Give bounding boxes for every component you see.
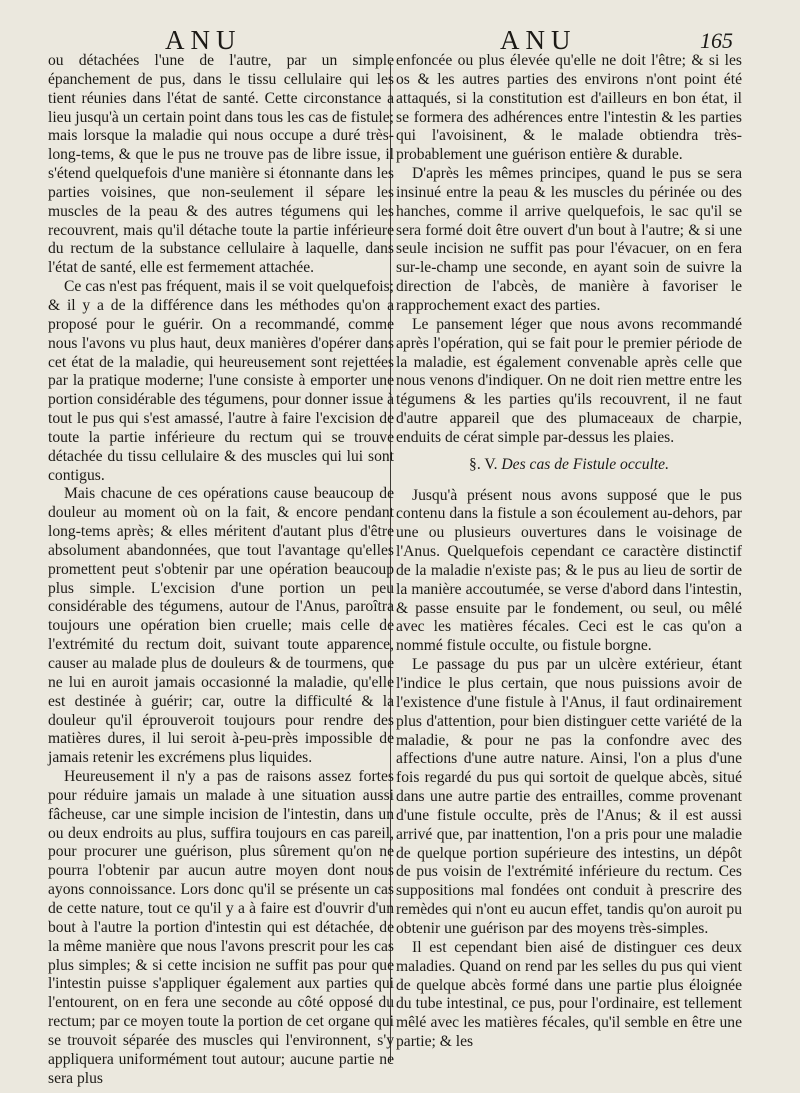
section-number: §. V. bbox=[469, 455, 498, 473]
paragraph: Le passage du pus par un ulcère extérieur, étant l'indice le plus certain, que nous puissions avoir de l'existence d'une fistule à l'Anus, il faut ordinairement plus d'attention, pour bien distinguer cette variété de la maladie, & pour ne pas la confondre avec des affections d'une autre nature. Ainsi, l'on a plus d'une fois regardé du pus qui sortoit de quelque abcès, situé dans une autre partie des entrailles, comme provenant d'une fistule occulte, près de l'Anus; & il est aussi arrivé que, par inattention, l'on a pris pour une maladie de quelque portion supérieure des intestins, un dépôt de pus voisin de l'extrémité inférieure du rectum. Ces suppositions mal fondées ont conduit à prescrire des remèdes qui n'ont eu aucun effet, tandis qu'on auroit pu obtenir une guérison par des moyens très-simples. bbox=[396, 656, 742, 937]
section-heading bbox=[396, 456, 742, 475]
paragraph: D'après les mêmes principes, quand le pus se sera insinué entre la peau & les muscles du périnée ou des hanches, comme il arrive quelquefois, le sac qu'il se sera formé doit être ouvert d'un bout à l'autre; & si une seule incision ne suffit pas pour l'évacuer, on en fera sur-le-champ une seconde, en ayant soin de suivre la direction de l'abcès, de manière à favoriser le rapprochement exact des parties. bbox=[396, 165, 742, 314]
left-column bbox=[48, 52, 394, 1088]
section-title: Des cas de Fistule occulte. bbox=[501, 455, 669, 473]
paragraph: Mais chacune de ces opérations cause beaucoup de douleur au moment où on la fait, & encore pendant long-tems après; & elles méritent d'autant plus d'être absolument abandonnées, que tout l'avantage qu'elles promettent peut s'obtenir par une opération beaucoup plus simple. L'excision d'une portion un peu considérable des tégumens, autour de l'Anus, paroîtra toujours une opération bien cruelle; mais celle de l'extrémité du rectum doit, suivant toute apparence, causer au malade plus de douleurs & de tourmens, que ne lui en auroit jamais occasionné la maladie, qu'elle est destinée à guérir; car, outre la difficulté & la douleur qu'il éprouveroit toujours pour rendre des matières dures, il lui seroit à-peu-près impossible de jamais retenir les excrémens plus liquides. bbox=[48, 485, 394, 767]
header-right-title: ANU bbox=[500, 25, 577, 55]
paragraph: Ce cas n'est pas fréquent, mais il se voit quelquefois; & il y a de la différence dans les méthodes qu'on a proposé pour le guérir. On a recommandé, comme nous l'avons vu plus haut, deux manières d'opérer dans cet état de la maladie, qui heureusement sont rejettées par la pratique moderne; l'une consiste à emporter une portion considérable des tégumens, pour donner issue à tout le pus qui s'est amassé, l'autre à faire l'excision de toute la partie inférieure du rectum qui se trouve détachée du tissu cellulaire & des muscles qui lui sont contigus. bbox=[48, 278, 394, 484]
paragraph: Heureusement il n'y a pas de raisons assez fortes pour réduire jamais un malade à une situation aussi fâcheuse, car une simple incision de l'intestin, dans un ou deux endroits au plus, suffira toujours en cas pareil, pour procurer une guérison, plus sûrement qu'on ne pourra l'obtenir par aucun autre moyen dont nous ayons connoissance. Lors donc qu'il se présente un cas de cette nature, tout ce qu'il y a à faire est d'ouvrir d'un bout à l'autre la portion d'intestin qui est détachée, de la même manière que nous l'avons prescrit pour les cas plus simples; & si cette incision ne suffit pas pour que l'intestin puisse s'appliquer également aux parties qui l'entourent, on en fera une seconde au côté opposé du rectum; par ce moyen toute la portion de cet organe qui se trouvoit séparée des muscles qui l'environnent, s'y appliquera uniformément tout autour; aucune partie ne sera plus bbox=[48, 768, 394, 1087]
paragraph: Jusqu'à présent nous avons supposé que le pus contenu dans la fistule a son écoulement au-dehors, par une ou plusieurs ouvertures dans le voisinage de l'Anus. Quelquefois cependant ce caractère distinctif de la maladie n'existe pas; & le pus au lieu de sortir de la manière accoutumée, se verse d'abord dans l'intestin, & passe ensuite par le fondement, ou seul, ou mêlé avec les matières fécales. Ceci est le cas qu'on a nommé fistule occulte, ou fistule borgne. bbox=[396, 486, 742, 655]
paragraph: Le pansement léger que nous avons recommandé après l'opération, qui se fait pour le premier période de la maladie, est également convenable après celle que nous venons d'indiquer. On ne doit rien mettre entre les tégumens & les parties qu'ils recouvrent, il ne faut d'autre appareil que des plumaceaux de charpie, enduits de cérat simple par-dessus les plaies. bbox=[396, 315, 742, 446]
paragraph: enfoncée ou plus élevée qu'elle ne doit l'être; & si les os & les autres parties des environs n'ont point été attaqués, si la constitution est d'ailleurs en bon état, il se formera des adhérences entre l'intestin & les parties qui l'avoisinent, & le malade obtiendra très-probablement une guérison entière & durable. bbox=[396, 52, 742, 164]
paragraph: Il est cependant bien aisé de distinguer ces deux maladies. Quand on rend par les selles du pus qui vient de quelque abcès formé dans une partie plus éloignée du tube intestinal, ce pus, pour l'ordinaire, est tellement mêlé avec les matières fécales, qu'il semble en être une partie; & les bbox=[396, 938, 742, 1051]
right-column bbox=[396, 52, 742, 1052]
paragraph: ou détachées l'une de l'autre, par un simple épanchement de pus, dans le tissu cellulaire qui les tient réunies dans l'état de santé. Cette circonstance a lieu jusqu'à un certain point dans tous les cas de fistule; mais lorsque la maladie qui nous occupe a duré très-long-tems, & que le pus ne trouve pas de libre issue, il s'étend quelquefois d'une manière si étonnante dans les parties voisines, que non-seulement il sépare les muscles de la peau & des autres tégumens qui les recouvrent, mais qu'il détache toute la partie inférieure du rectum de la substance cellulaire à laquelle, dans l'état de santé, elle est fermement attachée. bbox=[48, 52, 394, 277]
page-number: 165 bbox=[700, 28, 733, 53]
header-left-title: ANU bbox=[165, 25, 242, 55]
